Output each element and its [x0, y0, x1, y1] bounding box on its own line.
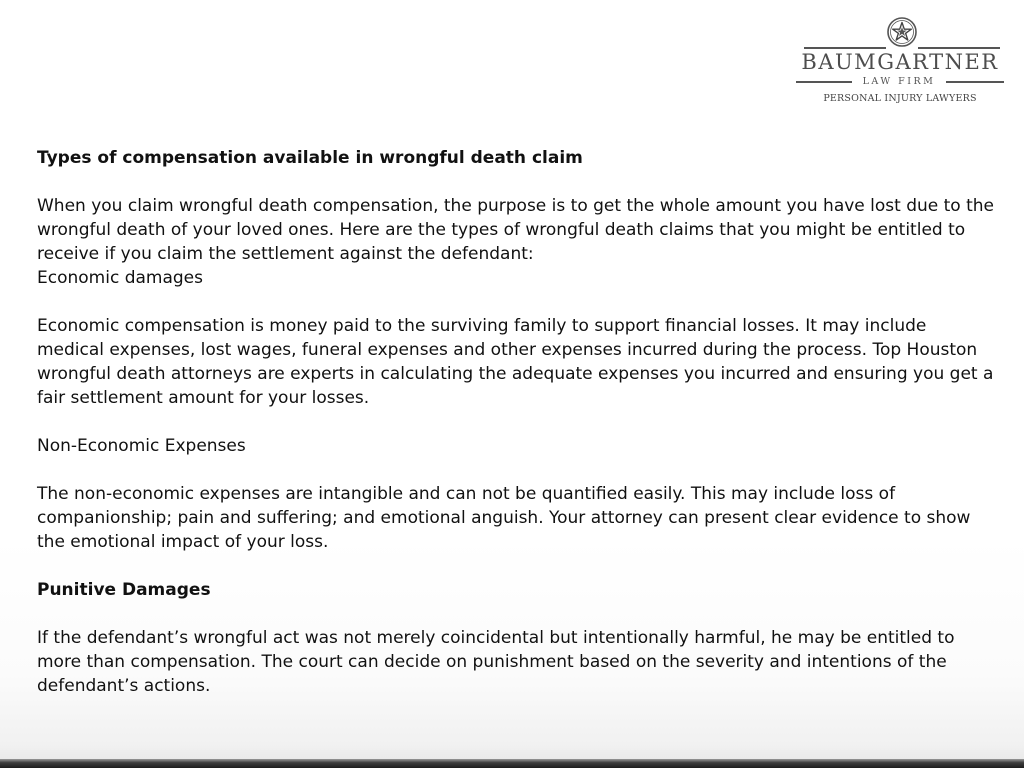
section-heading-punitive: Punitive Damages [37, 580, 211, 600]
paragraph-spacer [37, 290, 997, 314]
paragraph-spacer [37, 458, 997, 482]
logo-name: BAUMGARTNER [801, 50, 999, 74]
paragraph-spacer [37, 602, 997, 626]
section-heading-economic: Economic damages [37, 268, 203, 288]
logo-divider [804, 47, 886, 49]
firm-logo [790, 16, 1010, 108]
bottom-shadow-band [0, 759, 1024, 768]
logo-tagline: PERSONAL INJURY LAWYERS [823, 93, 977, 104]
page-title: Types of compensation available in wrongful death claim [37, 148, 583, 168]
intro-paragraph: When you claim wrongful death compensation, the purpose is to get the whole amount you have lost due to the wrongful death of your loved ones. Here are the types of wrongful death claims that you might be entitled to receive if you claim the settlement against the defendant: [37, 196, 995, 264]
punitive-paragraph: If the defendant’s wrongful act was not merely coincidental but intentionally harmful, he may be entitled to more than compensation. The court can decide on punishment based on the severity and intentions of the defendant’s actions. [37, 628, 955, 696]
logo-firm-row [790, 75, 1010, 89]
section-heading-non-economic: Non-Economic Expenses [37, 436, 246, 456]
non-economic-paragraph: The non-economic expenses are intangible and can not be quantified easily. This may include loss of companionship; pain and suffering; and emotional anguish. Your attorney can present clear evidence to show the emotional impact of your loss. [37, 484, 971, 552]
paragraph-spacer [37, 170, 997, 194]
article-body [37, 146, 997, 698]
logo-divider [918, 47, 1000, 49]
logo-divider [796, 81, 852, 83]
texas-star-seal-icon [886, 16, 918, 48]
logo-firm-label: LAW FIRM [862, 76, 936, 87]
paragraph-spacer [37, 554, 997, 578]
paragraph-spacer [37, 410, 997, 434]
logo-divider [946, 81, 1004, 83]
logo-emblem-row [790, 16, 1010, 52]
economic-paragraph: Economic compensation is money paid to the surviving family to support financial losses. It may include medical expenses, lost wages, funeral expenses and other expenses incurred during the process. Top Houston wrongful death attorneys are experts in calculating the adequate expenses you incurred and ensuring you get a fair settlement amount for your losses. [37, 316, 994, 408]
